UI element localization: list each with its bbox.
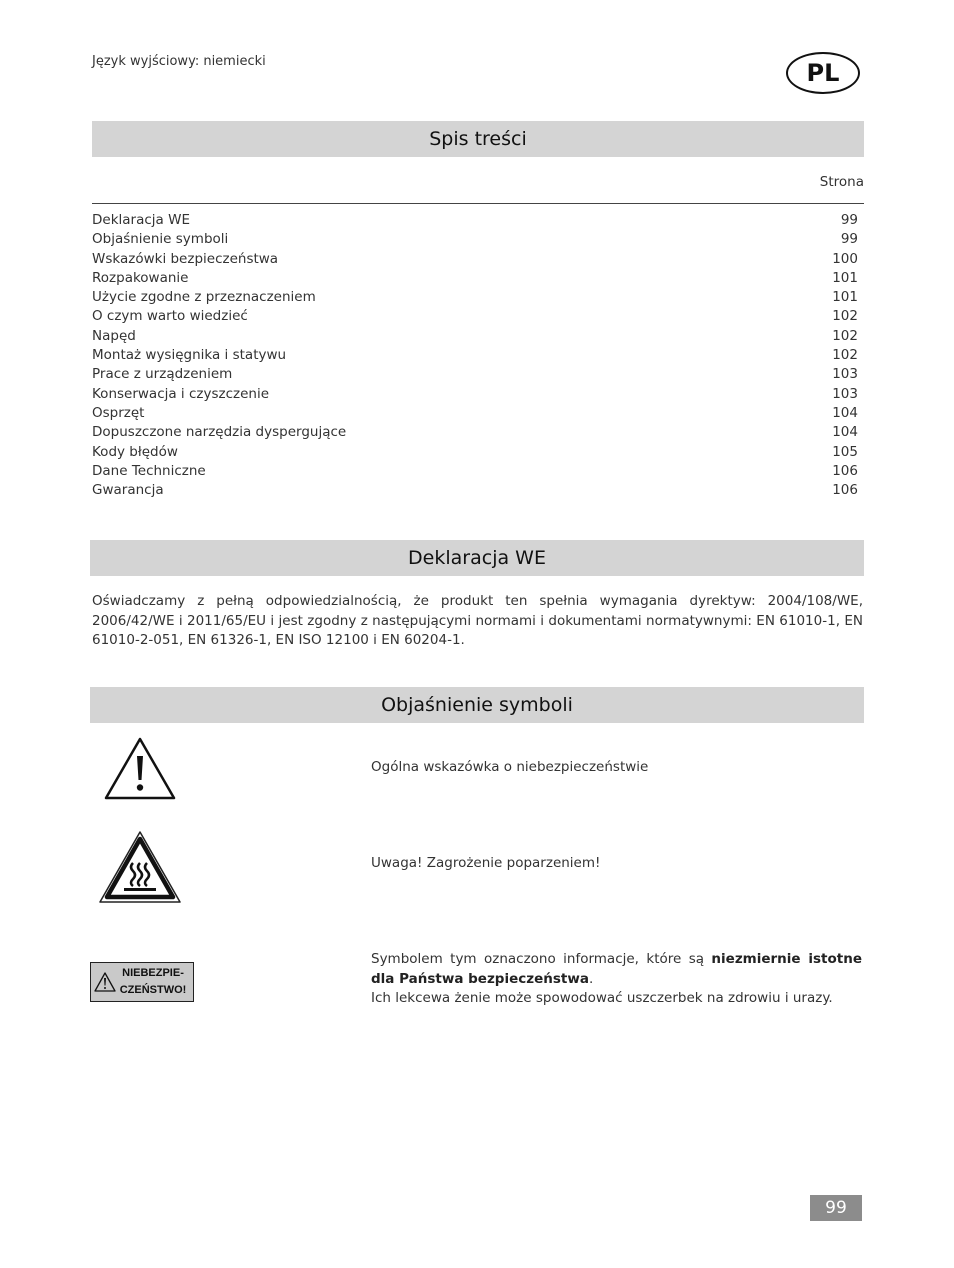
danger-badge-line2: CZEŃSTWO! bbox=[119, 984, 187, 996]
toc-item-page: 106 bbox=[832, 482, 858, 499]
hot-surface-text: Uwaga! Zagrożenie poparzeniem! bbox=[371, 855, 601, 871]
source-language-note: Język wyjściowy: niemiecki bbox=[92, 54, 266, 69]
danger-text-after: . bbox=[588, 970, 594, 987]
toc-item-label: Gwarancja bbox=[92, 482, 164, 499]
toc-item[interactable] bbox=[92, 481, 858, 500]
toc-item[interactable] bbox=[92, 423, 858, 442]
toc-item[interactable] bbox=[92, 346, 858, 365]
toc-section-title: Spis treści bbox=[92, 121, 864, 157]
danger-badge bbox=[90, 962, 194, 1002]
toc-item-label: Prace z urządzeniem bbox=[92, 366, 233, 383]
toc-divider bbox=[92, 203, 864, 204]
hot-surface-icon bbox=[98, 830, 182, 904]
general-warning-text: Ogólna wskazówka o niebezpieczeństwie bbox=[371, 759, 649, 775]
toc-item-page: 104 bbox=[832, 404, 858, 421]
toc-item-page: 99 bbox=[840, 212, 858, 228]
toc-item[interactable] bbox=[92, 269, 858, 288]
toc-item-label: Użycie zgodne z przeznaczeniem bbox=[92, 289, 316, 306]
toc-item-page: 103 bbox=[832, 385, 858, 402]
toc-item-page: 103 bbox=[832, 366, 858, 383]
toc-item-page: 101 bbox=[832, 289, 858, 306]
toc-item-label: Wskazówki bezpieczeństwa bbox=[92, 250, 279, 267]
toc-item[interactable] bbox=[92, 230, 858, 249]
toc-item-page: 105 bbox=[832, 443, 858, 460]
toc-item-label: Objaśnienie symboli bbox=[92, 231, 229, 248]
toc-item-page: 102 bbox=[832, 347, 858, 364]
toc-item[interactable] bbox=[92, 211, 858, 230]
toc-item[interactable] bbox=[92, 307, 858, 326]
danger-text-line2: Ich lekcewa żenie może spowodować uszczerbek na zdrowiu i urazy. bbox=[371, 990, 833, 1006]
toc-item-label: O czym warto wiedzieć bbox=[92, 308, 248, 325]
toc-item-label: Napęd bbox=[92, 327, 136, 344]
danger-text-before: Symbolem tym oznaczono informacje, które są bbox=[371, 951, 712, 967]
danger-description bbox=[371, 950, 862, 1009]
toc-item-page: 106 bbox=[832, 462, 858, 479]
danger-badge-line1: NIEBEZPIE- bbox=[122, 967, 184, 979]
toc-item[interactable] bbox=[92, 288, 858, 307]
toc-item-label: Dane Techniczne bbox=[92, 462, 206, 479]
declaration-section-title: Deklaracja WE bbox=[90, 540, 864, 576]
toc-item[interactable] bbox=[92, 443, 858, 462]
toc-item-label: Montaż wysięgnika i statywu bbox=[92, 347, 287, 364]
symbols-section-title: Objaśnienie symboli bbox=[90, 687, 864, 723]
toc-item-page: 102 bbox=[832, 327, 858, 344]
toc-item[interactable] bbox=[92, 385, 858, 404]
toc-item-label: Dopuszczone narzędzia dyspergujące bbox=[92, 424, 347, 441]
page-number: 99 bbox=[810, 1195, 862, 1221]
toc-item-label: Rozpakowanie bbox=[92, 269, 189, 286]
toc-item-label: Deklaracja WE bbox=[92, 212, 190, 228]
toc-list bbox=[92, 211, 858, 500]
toc-item-label: Kody błędów bbox=[92, 443, 178, 460]
toc-item-page: 102 bbox=[832, 308, 858, 325]
toc-item-page: 99 bbox=[840, 231, 858, 248]
language-badge: PL bbox=[786, 52, 860, 94]
toc-item-label: Osprzęt bbox=[92, 404, 145, 421]
toc-item[interactable] bbox=[92, 327, 858, 346]
warning-triangle-icon bbox=[94, 972, 116, 992]
toc-item[interactable] bbox=[92, 365, 858, 384]
warning-triangle-icon bbox=[104, 736, 176, 800]
danger-badge-label bbox=[116, 965, 190, 999]
toc-page-column-label: Strona bbox=[819, 174, 864, 190]
danger-text-bold: niezmiernie istotne dla Państwa bezpieczeństwa bbox=[371, 951, 862, 987]
toc-item-page: 104 bbox=[832, 424, 858, 441]
declaration-text: Oświadczamy z pełną odpowiedzialnością, że produkt ten spełnia wymagania dyrektyw: 2004/108/WE, 2006/42/WE i 2011/65/EU i jest zgodny z następującymi normami i dokumentami normatywnymi: EN 61010-1, EN 61010-2-051, EN 61326-1, EN ISO 12100 i EN 60204-1. bbox=[92, 593, 863, 648]
toc-item[interactable] bbox=[92, 462, 858, 481]
toc-item-page: 101 bbox=[832, 269, 858, 286]
toc-item-label: Konserwacja i czyszczenie bbox=[92, 385, 270, 402]
toc-item-page: 100 bbox=[832, 250, 858, 267]
toc-item[interactable] bbox=[92, 404, 858, 423]
toc-item[interactable] bbox=[92, 250, 858, 269]
